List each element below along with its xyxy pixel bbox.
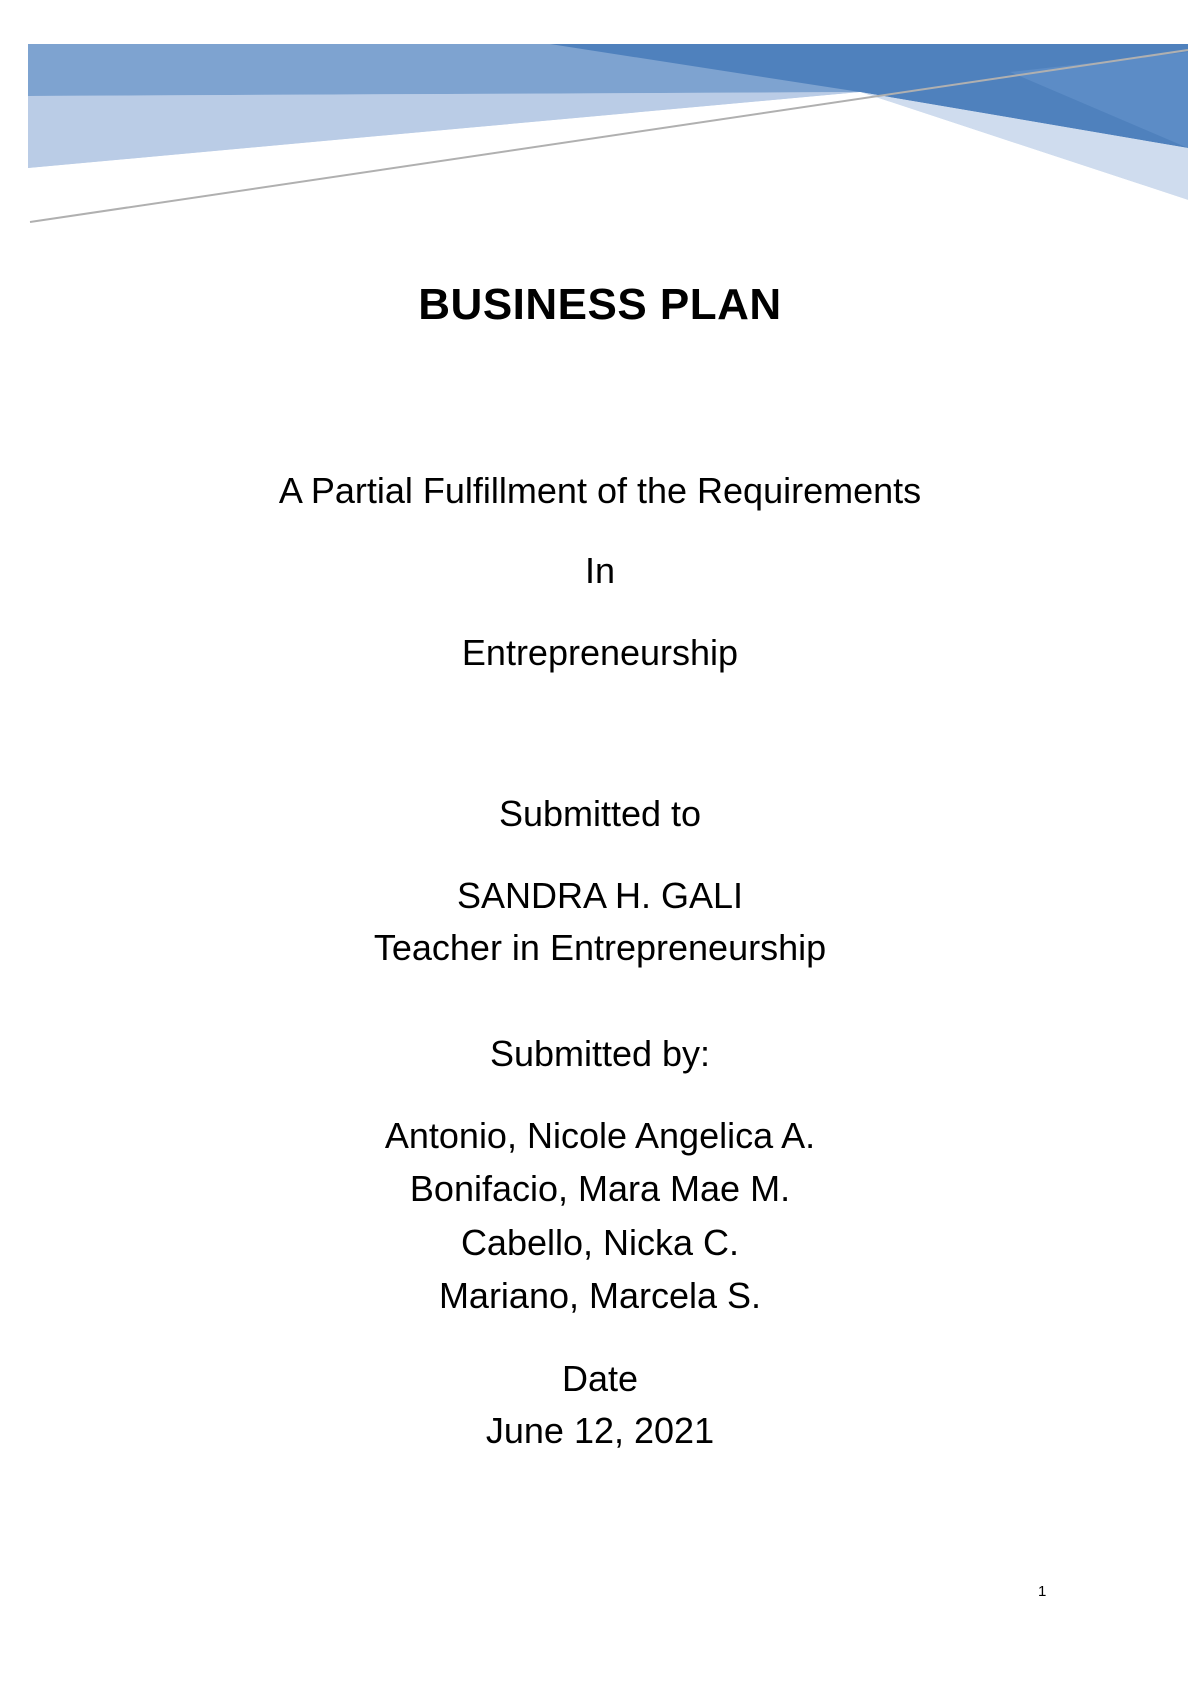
submitted-by-label: Submitted by: xyxy=(489,1033,711,1074)
author-name: Bonifacio, Mara Mae M. xyxy=(409,1168,791,1209)
purpose-line-2: In xyxy=(584,550,616,591)
page-title: BUSINESS PLAN xyxy=(418,280,782,329)
date-value: June 12, 2021 xyxy=(485,1410,715,1451)
page-number: 1 xyxy=(1038,1583,1047,1600)
teacher-role: Teacher in Entrepreneurship xyxy=(373,927,827,968)
date-label: Date xyxy=(561,1358,639,1399)
author-name: Mariano, Marcela S. xyxy=(438,1275,762,1316)
submitted-to-label: Submitted to xyxy=(498,793,702,834)
teacher-name: SANDRA H. GALI xyxy=(456,875,744,916)
purpose-line-1: A Partial Fulfillment of the Requirements xyxy=(278,470,922,511)
header-banner xyxy=(0,0,1200,240)
purpose-line-3: Entrepreneurship xyxy=(461,632,739,673)
author-name: Antonio, Nicole Angelica A. xyxy=(384,1115,816,1156)
author-name: Cabello, Nicka C. xyxy=(460,1222,740,1263)
